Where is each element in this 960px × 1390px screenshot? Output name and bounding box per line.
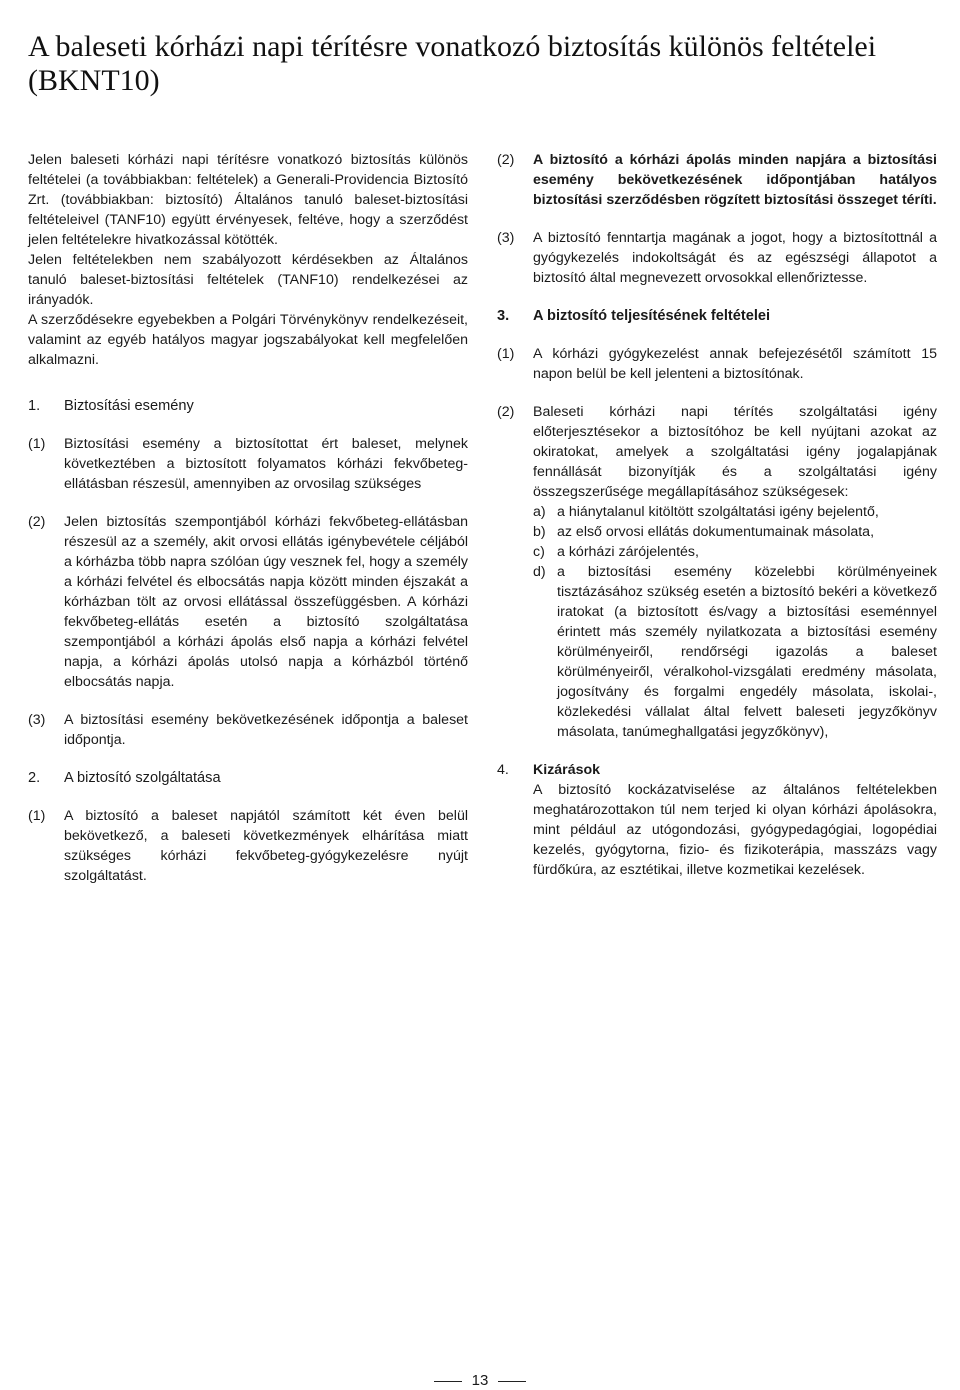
footer-dash	[498, 1381, 526, 1382]
section-4	[497, 760, 937, 880]
page-number: 13	[471, 1372, 489, 1389]
intro-paragraph: Jelen feltételekben nem szabályozott kérdésekben az Általános tanuló baleset-biztosítási feltételek (TANF10) rendelkezései az irányadók.	[28, 252, 468, 308]
item-number: (2)	[497, 152, 515, 168]
section-text: A biztosító kockázatviselése az általános feltételekben meghatározottakon túl nem terjed ki olyan kórházi ápolásokra, mint például az utógondozási, gyógypedagógiai, logopédiai kezelés, gyógytorna, fizio- és fizikoterápia, masszázs vagy fürdőkúra, az esztétikai, illetve kozmetikai kezelések.	[533, 782, 937, 878]
list-item	[497, 402, 937, 742]
sub-item	[533, 522, 937, 542]
page-footer	[0, 1372, 960, 1389]
section-title: A biztosító szolgáltatása	[64, 770, 221, 786]
section-number: 2.	[28, 770, 41, 786]
section-title: Kizárások	[533, 762, 601, 778]
list-item	[497, 228, 937, 288]
item-number: (3)	[497, 230, 515, 246]
intro-paragraph: A szerződésekre egyebekben a Polgári Törvénykönyv rendelkezéseit, valamint az egyéb hatályos magyar jogszabályokat kell megfelelően alkalmazni.	[28, 312, 468, 368]
footer-dash	[434, 1381, 462, 1382]
item-text: A biztosítási esemény bekövetkezésének időpontja a baleset időpontja.	[64, 712, 468, 748]
sub-item-label: a)	[533, 504, 546, 520]
item-number: (1)	[28, 808, 46, 824]
section-title: A biztosító teljesítésének feltételei	[533, 308, 771, 324]
document-title: A baleseti kórházi napi térítésre vonatkozó biztosítás különös feltételei (BKNT10)	[28, 30, 877, 97]
sub-item	[533, 502, 937, 522]
list-item	[28, 806, 468, 886]
list-item	[497, 344, 937, 384]
sub-item-text: a kórházi zárójelentés,	[557, 544, 699, 560]
section-4-body	[533, 760, 937, 880]
sub-item	[533, 542, 937, 562]
item-text: Biztosítási esemény a biztosítottat ért baleset, melynek következtében a biztosított folyamatos kórházi fekvőbeteg-ellátásban részesül, amennyiben az orvosilag szükséges	[64, 436, 468, 492]
item-number: (2)	[497, 404, 515, 420]
section-title: Biztosítási esemény	[64, 398, 194, 414]
section-2-heading	[28, 768, 468, 788]
item-number: (2)	[28, 514, 46, 530]
item-number: (1)	[28, 436, 46, 452]
list-item	[28, 434, 468, 494]
intro-paragraph: Jelen baleseti kórházi napi térítésre vonatkozó biztosítás különös feltételei (a továbbiakban: feltételek) a Generali-Providencia Biztosító Zrt. (továbbiakban: biztosító) Általános tanuló baleset-biztosítási feltételeivel (TANF10) együtt érvényesek, feltéve, hogy a szerződést jelen feltételekre hivatkozással kötötték.	[28, 152, 468, 248]
sub-item-label: d)	[533, 564, 546, 580]
item-text: A biztosító a baleset napjától számított két éven belül bekövetkező, a baleseti következmények elhárítása miatt szükséges kórházi fekvőbeteg-gyógykezelésre nyújt szolgáltatást.	[64, 808, 468, 884]
item-text: A kórházi gyógykezelést annak befejezésétől számított 15 napon belül be kell jelenteni a biztosítónak.	[533, 346, 937, 382]
section-number: 1.	[28, 398, 41, 414]
section-number: 4.	[497, 762, 509, 778]
list-item	[28, 512, 468, 692]
left-column	[28, 150, 468, 904]
list-item	[28, 710, 468, 750]
item-body	[533, 402, 937, 742]
section-3-heading	[497, 306, 937, 326]
item-number: (1)	[497, 346, 515, 362]
item-text: Jelen biztosítás szempontjából kórházi fekvőbeteg-ellátásban részesül az a személy, akit orvosi ellátás igénybevétele céljából a kórházba több napra szólóan úgy vesznek fel, hogy a személy a kórházi felvétel és elbocsátás napja között minden éjszakát a kórházban tölt az orvosi ellátással összefüggésben. A kórházi fekvőbeteg-ellátás esetén a biztosító szolgáltatása szempontjából a kórházi ápolás első napja a kórházi felvétel napja, a kórházi ápolás utolsó napja a kórházból történő elbocsátás napja.	[64, 514, 468, 690]
item-text: A biztosító a kórházi ápolás minden napjára a biztosítási esemény bekövetkezésének időpontjában hatályos biztosítási szerződésben rögzített biztosítási összeget téríti.	[533, 152, 937, 208]
sub-item-text: az első orvosi ellátás dokumentumainak másolata,	[557, 524, 875, 540]
sub-item	[533, 562, 937, 742]
sub-item-text: a biztosítási esemény közelebbi körülményeinek tisztázásához szükség esetén a biztosító bekéri a következő iratokat (a biztosított és/vagy a biztosítási eseménnyel érintett más személy nyilatkozata a biztosítási esemény körülményeiről, rendőrségi igazolás a baleset körülményeiről, véralkohol-vizsgálati eredmény másolata, jogosítvány és forgalmi engedély másolata, iskolai-, közlekedési vállalat által felvett baleseti jegyzőkönyv másolata, tanúmeghallgatási jegyzőkönyv),	[557, 564, 937, 740]
list-item	[497, 150, 937, 210]
section-number: 3.	[497, 308, 510, 324]
item-number: (3)	[28, 712, 46, 728]
sub-item-label: b)	[533, 524, 546, 540]
sub-item-label: c)	[533, 544, 545, 560]
intro	[28, 150, 468, 370]
sub-item-text: a hiánytalanul kitöltött szolgáltatási igény bejelentő,	[557, 504, 879, 520]
item-text: A biztosító fenntartja magának a jogot, hogy a biztosítottnál a gyógykezelés indokoltságát és az egészségi állapotot a biztosító által megnevezett orvosokkal ellenőriztesse.	[533, 230, 937, 286]
item-text: Baleseti kórházi napi térítés szolgáltatási igény előterjesztésekor a biztosítóhoz be kell nyújtani azokat az okiratokat, amelyek a szolgáltatási igény jogalapjának fennállását bizonyítják és a szolgáltatási igény összegszerűsége megállapításához szükségesek:	[533, 404, 937, 500]
right-column	[497, 150, 937, 898]
section-1-heading	[28, 396, 468, 416]
